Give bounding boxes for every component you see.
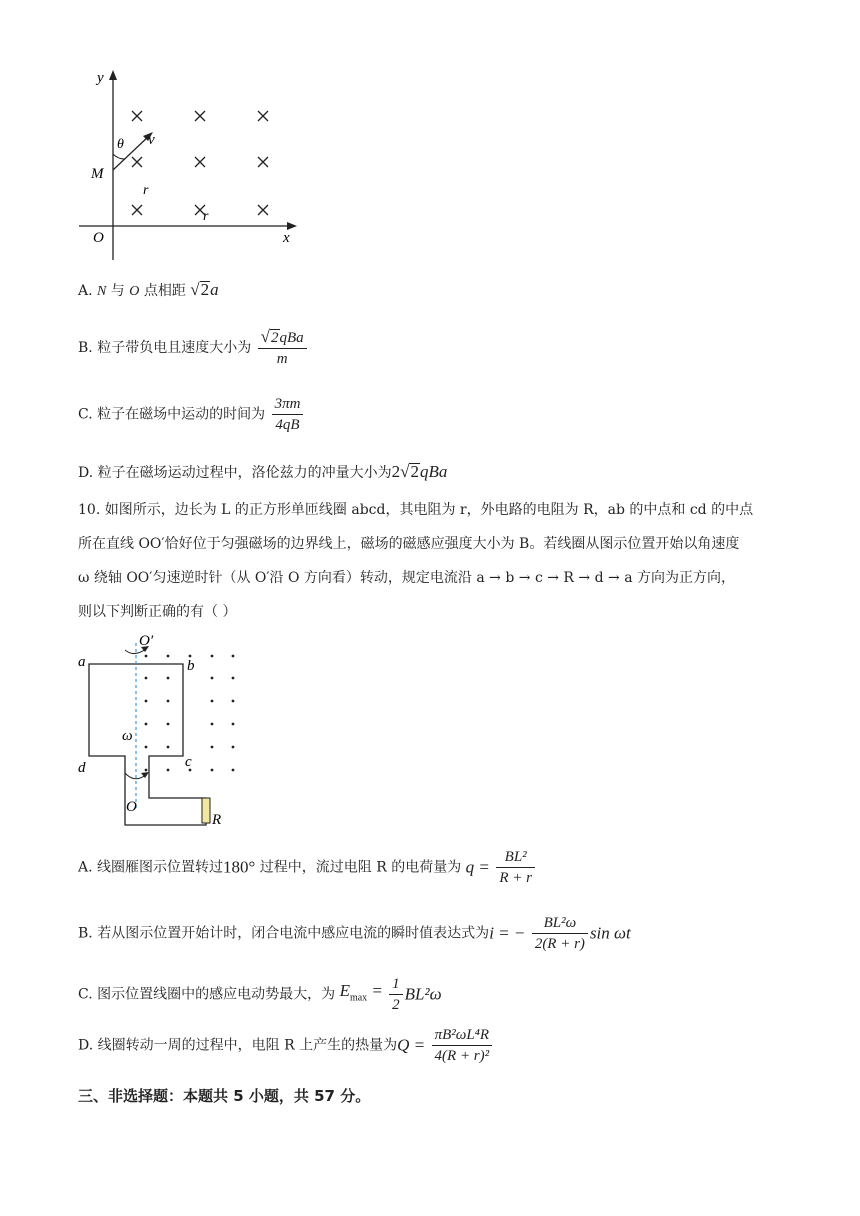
- q10-line1: 10. 如图所示，边长为 L 的正方形单匝线圈 abcd，其电阻为 r，外电路的电阻为 R，ab 的中点和 cd 的中点: [78, 502, 754, 518]
- section-heading: 三、非选择题：本题共 5 小题，共 57 分。: [78, 1087, 371, 1105]
- option-9c[interactable]: C. 粒子在磁场中运动的时间为 $\frac{3\pi m}{4qB}$: [78, 395, 305, 434]
- option-9b[interactable]: B. 粒子带负电且速度大小为 $\frac{\text{√2qBa}}{m}$: [78, 328, 309, 368]
- option-9a[interactable]: A. N 与 O 点相距 √2a: [78, 280, 219, 299]
- option-10a[interactable]: A. 线圈雁图示位置转过180° 过程中，流过电阻 R 的电荷量为 q = $\frac{\text{BL²}}{R + r}$: [78, 848, 537, 887]
- omega-label: ω: [122, 728, 133, 744]
- option-10d[interactable]: D. 线圈转动一周的过程中，电阻 R 上产生的热量为Q = $\frac{\text{πB²ωL⁴R}}{\text{4(R + r)²}}$: [78, 1026, 494, 1065]
- option-10c[interactable]: C. 图示位置线圈中的感应电动势最大，为 $E_{max}$ = $\frac{1}{2}$ BL²ω: [78, 976, 442, 1013]
- radius-label-2: r: [203, 209, 209, 224]
- vertex-a-label: a: [78, 654, 86, 670]
- fraction: $\frac{\text{BL²}}{R + r}$: [496, 848, 535, 887]
- axis-o-label: O: [126, 799, 137, 815]
- q10-line4: 则以下判断正确的有（ ）: [78, 604, 237, 620]
- y-axis-label: y: [97, 70, 104, 86]
- coil-figure: [75, 628, 245, 833]
- point-m-label: M: [91, 166, 104, 182]
- option-9d[interactable]: D. 粒子在磁场运动过程中，洛伦兹力的冲量大小为2√2qBa: [78, 462, 448, 481]
- x-axis-label: x: [283, 230, 290, 246]
- vertex-c-label: c: [185, 754, 192, 770]
- vertex-d-label: d: [78, 760, 86, 776]
- fraction: $\frac{\text{BL²ω}}{2(R + r)}$: [532, 914, 588, 953]
- radius-label-1: r: [143, 183, 149, 198]
- fraction: $\frac{\text{√2qBa}}{m}$: [258, 328, 307, 368]
- q10-line2: 所在直线 OO′恰好位于匀强磁场的边界线上，磁场的磁感应强度大小为 B。若线圈从图示位置开始以角速度: [78, 536, 740, 552]
- fraction: $\frac{1}{2}$: [389, 975, 403, 1014]
- option-10b[interactable]: B. 若从图示位置开始计时，闭合电流中感应电流的瞬时值表达式为i = − $\frac{\text{BL²ω}}{2(R + r)}$ sin ωt: [78, 915, 631, 952]
- theta-label: θ: [117, 137, 124, 152]
- axis-o-prime-label: O′: [139, 633, 154, 649]
- resistor-label: R: [212, 812, 222, 828]
- vertex-b-label: b: [187, 658, 195, 674]
- origin-label: O: [93, 230, 104, 246]
- magnetic-field-figure: [75, 66, 305, 266]
- q10-line3: ω 绕轴 OO′匀速逆时针（从 O′沿 O 方向看）转动，规定电流沿 a → b → c → R → d → a 方向为正方向，: [78, 570, 735, 586]
- velocity-label: v: [148, 132, 155, 148]
- fraction: $\frac{\text{πB²ωL⁴R}}{\text{4(R + r)²}}$: [432, 1026, 493, 1065]
- fraction: $\frac{3\pi m}{4qB}$: [272, 395, 304, 434]
